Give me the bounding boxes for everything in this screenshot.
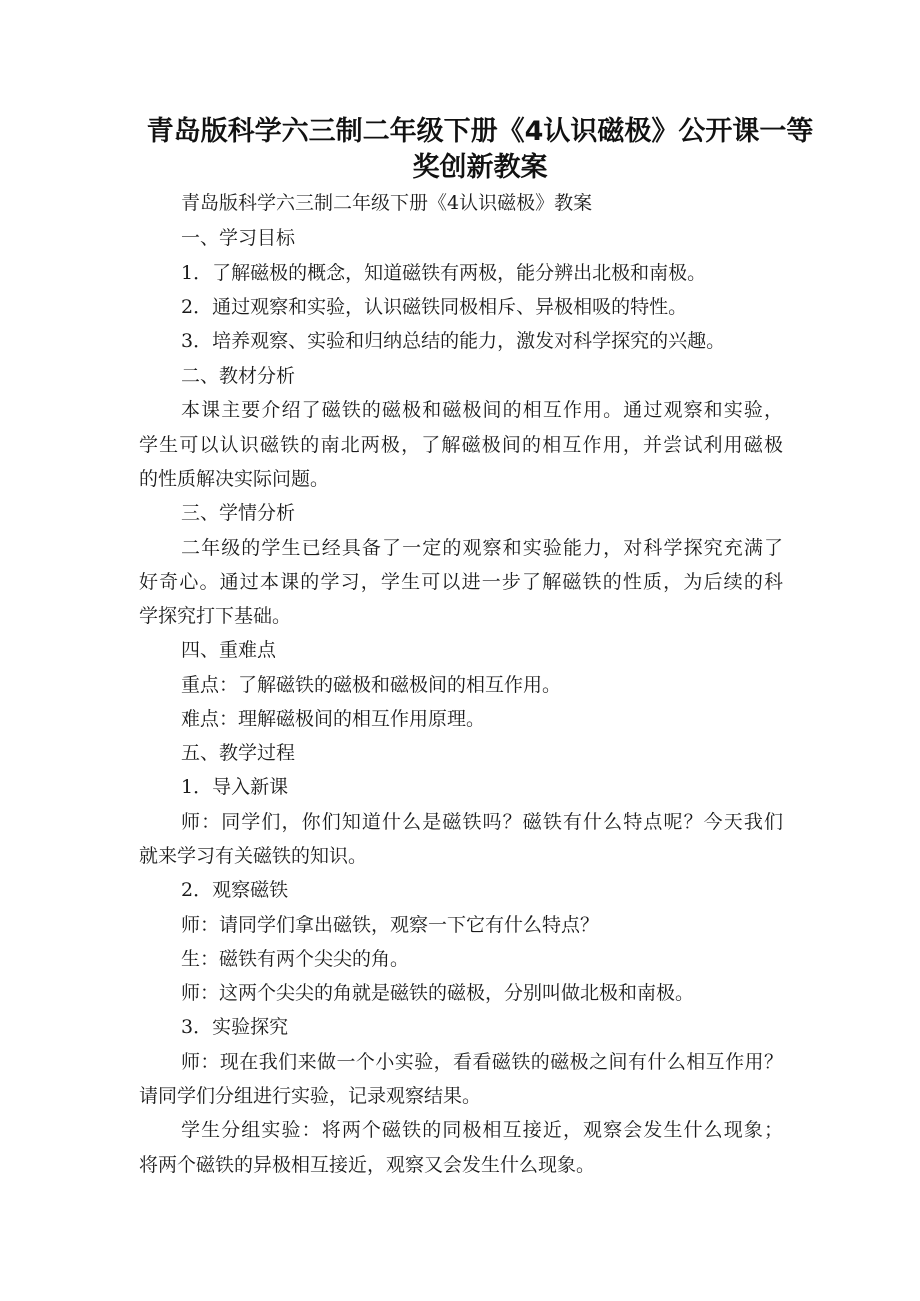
section-heading-key-points: 四、重难点 — [181, 639, 277, 661]
section-heading-students: 三、学情分析 — [181, 502, 296, 524]
process-step-3-heading: 3．实验探究 — [181, 1016, 289, 1038]
subtitle: 青岛版科学六三制二年级下册《4认识磁极》教案 — [181, 192, 593, 214]
dialogue-line-1-cont: 就来学习有关磁铁的知识。 — [139, 845, 368, 867]
difficult-point: 难点：理解磁极间的相互作用原理。 — [181, 708, 486, 730]
section-heading-process: 五、教学过程 — [181, 742, 296, 764]
dialogue-line-2: 师：请同学们拿出磁铁，观察一下它有什么特点？ — [181, 914, 600, 936]
dialogue-line-3: 生：磁铁有两个尖尖的角。 — [181, 948, 410, 970]
objective-item-3: 3．培养观察、实验和归纳总结的能力，激发对科学探究的兴趣。 — [181, 330, 726, 352]
paragraph-textbook-line-3: 的性质解决实际问题。 — [139, 468, 330, 490]
paragraph-textbook-line-2: 学生可以认识磁铁的南北两极，了解磁极间的相互作用，并尝试利用磁极 — [139, 434, 783, 456]
objective-item-1: 1．了解磁极的概念，知道磁铁有两极，能分辨出北极和南极。 — [181, 262, 707, 284]
dialogue-line-5: 师：现在我们来做一个小实验，看看磁铁的磁极之间有什么相互作用？ — [181, 1051, 783, 1073]
paragraph-students-line-2: 好奇心。通过本课的学习，学生可以进一步了解磁铁的性质，为后续的科 — [139, 571, 783, 593]
document-title-line-1: 青岛版科学六三制二年级下册《4认识磁极》公开课一等 — [146, 116, 814, 147]
objective-item-2: 2．通过观察和实验，认识磁铁同极相斥、异极相吸的特性。 — [181, 296, 688, 318]
dialogue-line-4: 师：这两个尖尖的角就是磁铁的磁极，分别叫做北极和南极。 — [181, 982, 695, 1004]
paragraph-students-line-1: 二年级的学生已经具备了一定的观察和实验能力，对科学探究充满了 — [181, 537, 783, 559]
section-heading-objectives: 一、学习目标 — [181, 227, 296, 249]
document-title-line-2: 奖创新教案 — [412, 152, 548, 183]
process-step-2-heading: 2．观察磁铁 — [181, 879, 289, 901]
process-step-1-heading: 1．导入新课 — [181, 776, 289, 798]
dialogue-line-1: 师：同学们，你们知道什么是磁铁吗？磁铁有什么特点呢？今天我们 — [181, 811, 783, 833]
paragraph-students-line-3: 学探究打下基础。 — [139, 605, 292, 627]
paragraph-textbook-line-1: 本课主要介绍了磁铁的磁极和磁极间的相互作用。通过观察和实验， — [181, 399, 783, 421]
experiment-line-1: 学生分组实验：将两个磁铁的同极相互接近，观察会发生什么现象； — [181, 1119, 783, 1141]
section-heading-textbook: 二、教材分析 — [181, 365, 296, 387]
experiment-line-2: 将两个磁铁的异极相互接近，观察又会发生什么现象。 — [139, 1154, 596, 1176]
key-point: 重点：了解磁铁的磁极和磁极间的相互作用。 — [181, 674, 562, 696]
dialogue-line-5-cont: 请同学们分组进行实验，记录观察结果。 — [139, 1085, 482, 1107]
